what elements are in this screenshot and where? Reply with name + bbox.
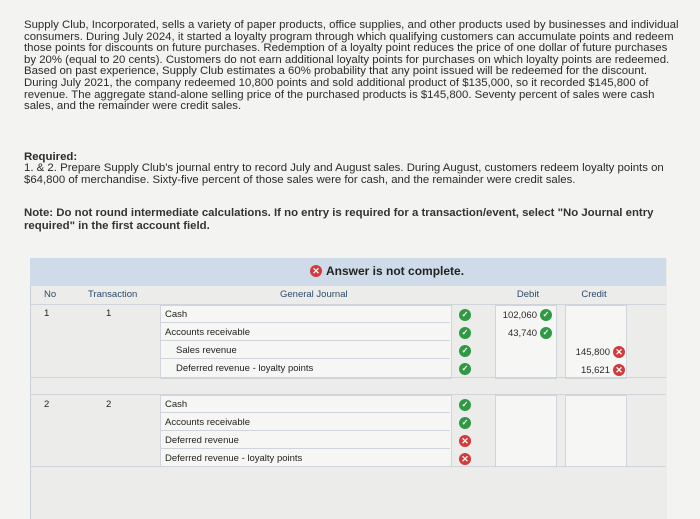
header-transaction: Transaction [88,289,138,300]
required-text: 1. & 2. Prepare Supply Club's journal entry to record July and August sales. During August, customers redeem loyalty points on $64,800 of merchandise. Sixty-five percent of those sales were for cash, and the remainder were credit sales. [24,162,664,186]
debit-column-entry-2 [495,395,557,467]
entry-2-account-2[interactable]: Accounts receivable [165,417,251,428]
check-circle-icon: ✓ [540,327,552,339]
header-credit: Credit [581,289,607,300]
check-circle-icon: ✓ [459,345,471,357]
entry-1-no: 1 [44,308,50,319]
header-general-journal: General Journal [280,289,348,300]
check-circle-icon: ✓ [540,309,552,321]
entry-1-debit-1[interactable]: 102,060 [502,310,537,321]
header-no: No [44,289,57,300]
entry-2-no: 2 [44,399,50,410]
note-text: Note: Do not round intermediate calculations. If no entry is required for a transaction/event, select "No Journal entry required" in the first account field. [24,207,654,232]
entry-1-account-2[interactable]: Accounts receivable [165,327,251,338]
check-circle-icon: ✓ [459,417,471,429]
problem-paragraph: Supply Club, Incorporated, sells a variety of paper products, office supplies, and other products used by businesses and individual consumers. During July 2024, it started a loyalty program through which qualifying customers can accumulate points and redeem those points for discounts on future purchases. Redemption of a loyalty point reduces the price of one dollar of future purchases by 20% (equal to 20 cents). Customers do not earn additional loyalty points for purchases on which loyalty points are redeemed. Based on past experience, Supply Club estimates a 60% probability that any point issued will be redeemed for the discount. During July 2021, the company redeemed 10,800 points and sold additional product of $135,000, so it recorded $145,800 of revenue. The aggregate stand-alone selling price of the purchased products is $145,800. Seventy percent of sales were cash sales, and the remainder were credit sales. [24,19,679,113]
entry-1-account-1[interactable]: Cash [165,309,188,320]
entry-1-account-4[interactable]: Deferred revenue - loyalty points [176,363,314,374]
header-debit: Debit [516,289,540,300]
x-circle-icon: ✕ [613,364,625,376]
credit-column-entry-2 [565,395,627,467]
entry-2-account-1[interactable]: Cash [165,399,188,410]
entry-1-debit-2[interactable]: 43,740 [507,328,537,339]
entry-1-account-3[interactable]: Sales revenue [176,345,237,356]
check-circle-icon: ✓ [459,363,471,375]
answer-status-banner [30,258,666,286]
entry-2-account-4[interactable]: Deferred revenue - loyalty points [165,453,303,464]
entry-2-account-3[interactable]: Deferred revenue [165,435,239,446]
entry-2-transaction: 2 [106,399,112,410]
answer-status-text: Answer is not complete. [326,264,465,278]
entry-1-credit-3[interactable]: 145,800 [575,347,610,358]
check-circle-icon: ✓ [459,309,471,321]
x-circle-icon: ✕ [613,346,625,358]
check-circle-icon: ✓ [459,399,471,411]
entry-1-transaction: 1 [106,308,112,319]
x-circle-icon: ✕ [459,435,471,447]
check-circle-icon: ✓ [459,327,471,339]
x-circle-icon: ✕ [310,265,322,277]
x-circle-icon: ✕ [459,453,471,465]
entry-1-credit-4[interactable]: 15,621 [580,365,610,376]
required-title: Required: [24,151,78,163]
